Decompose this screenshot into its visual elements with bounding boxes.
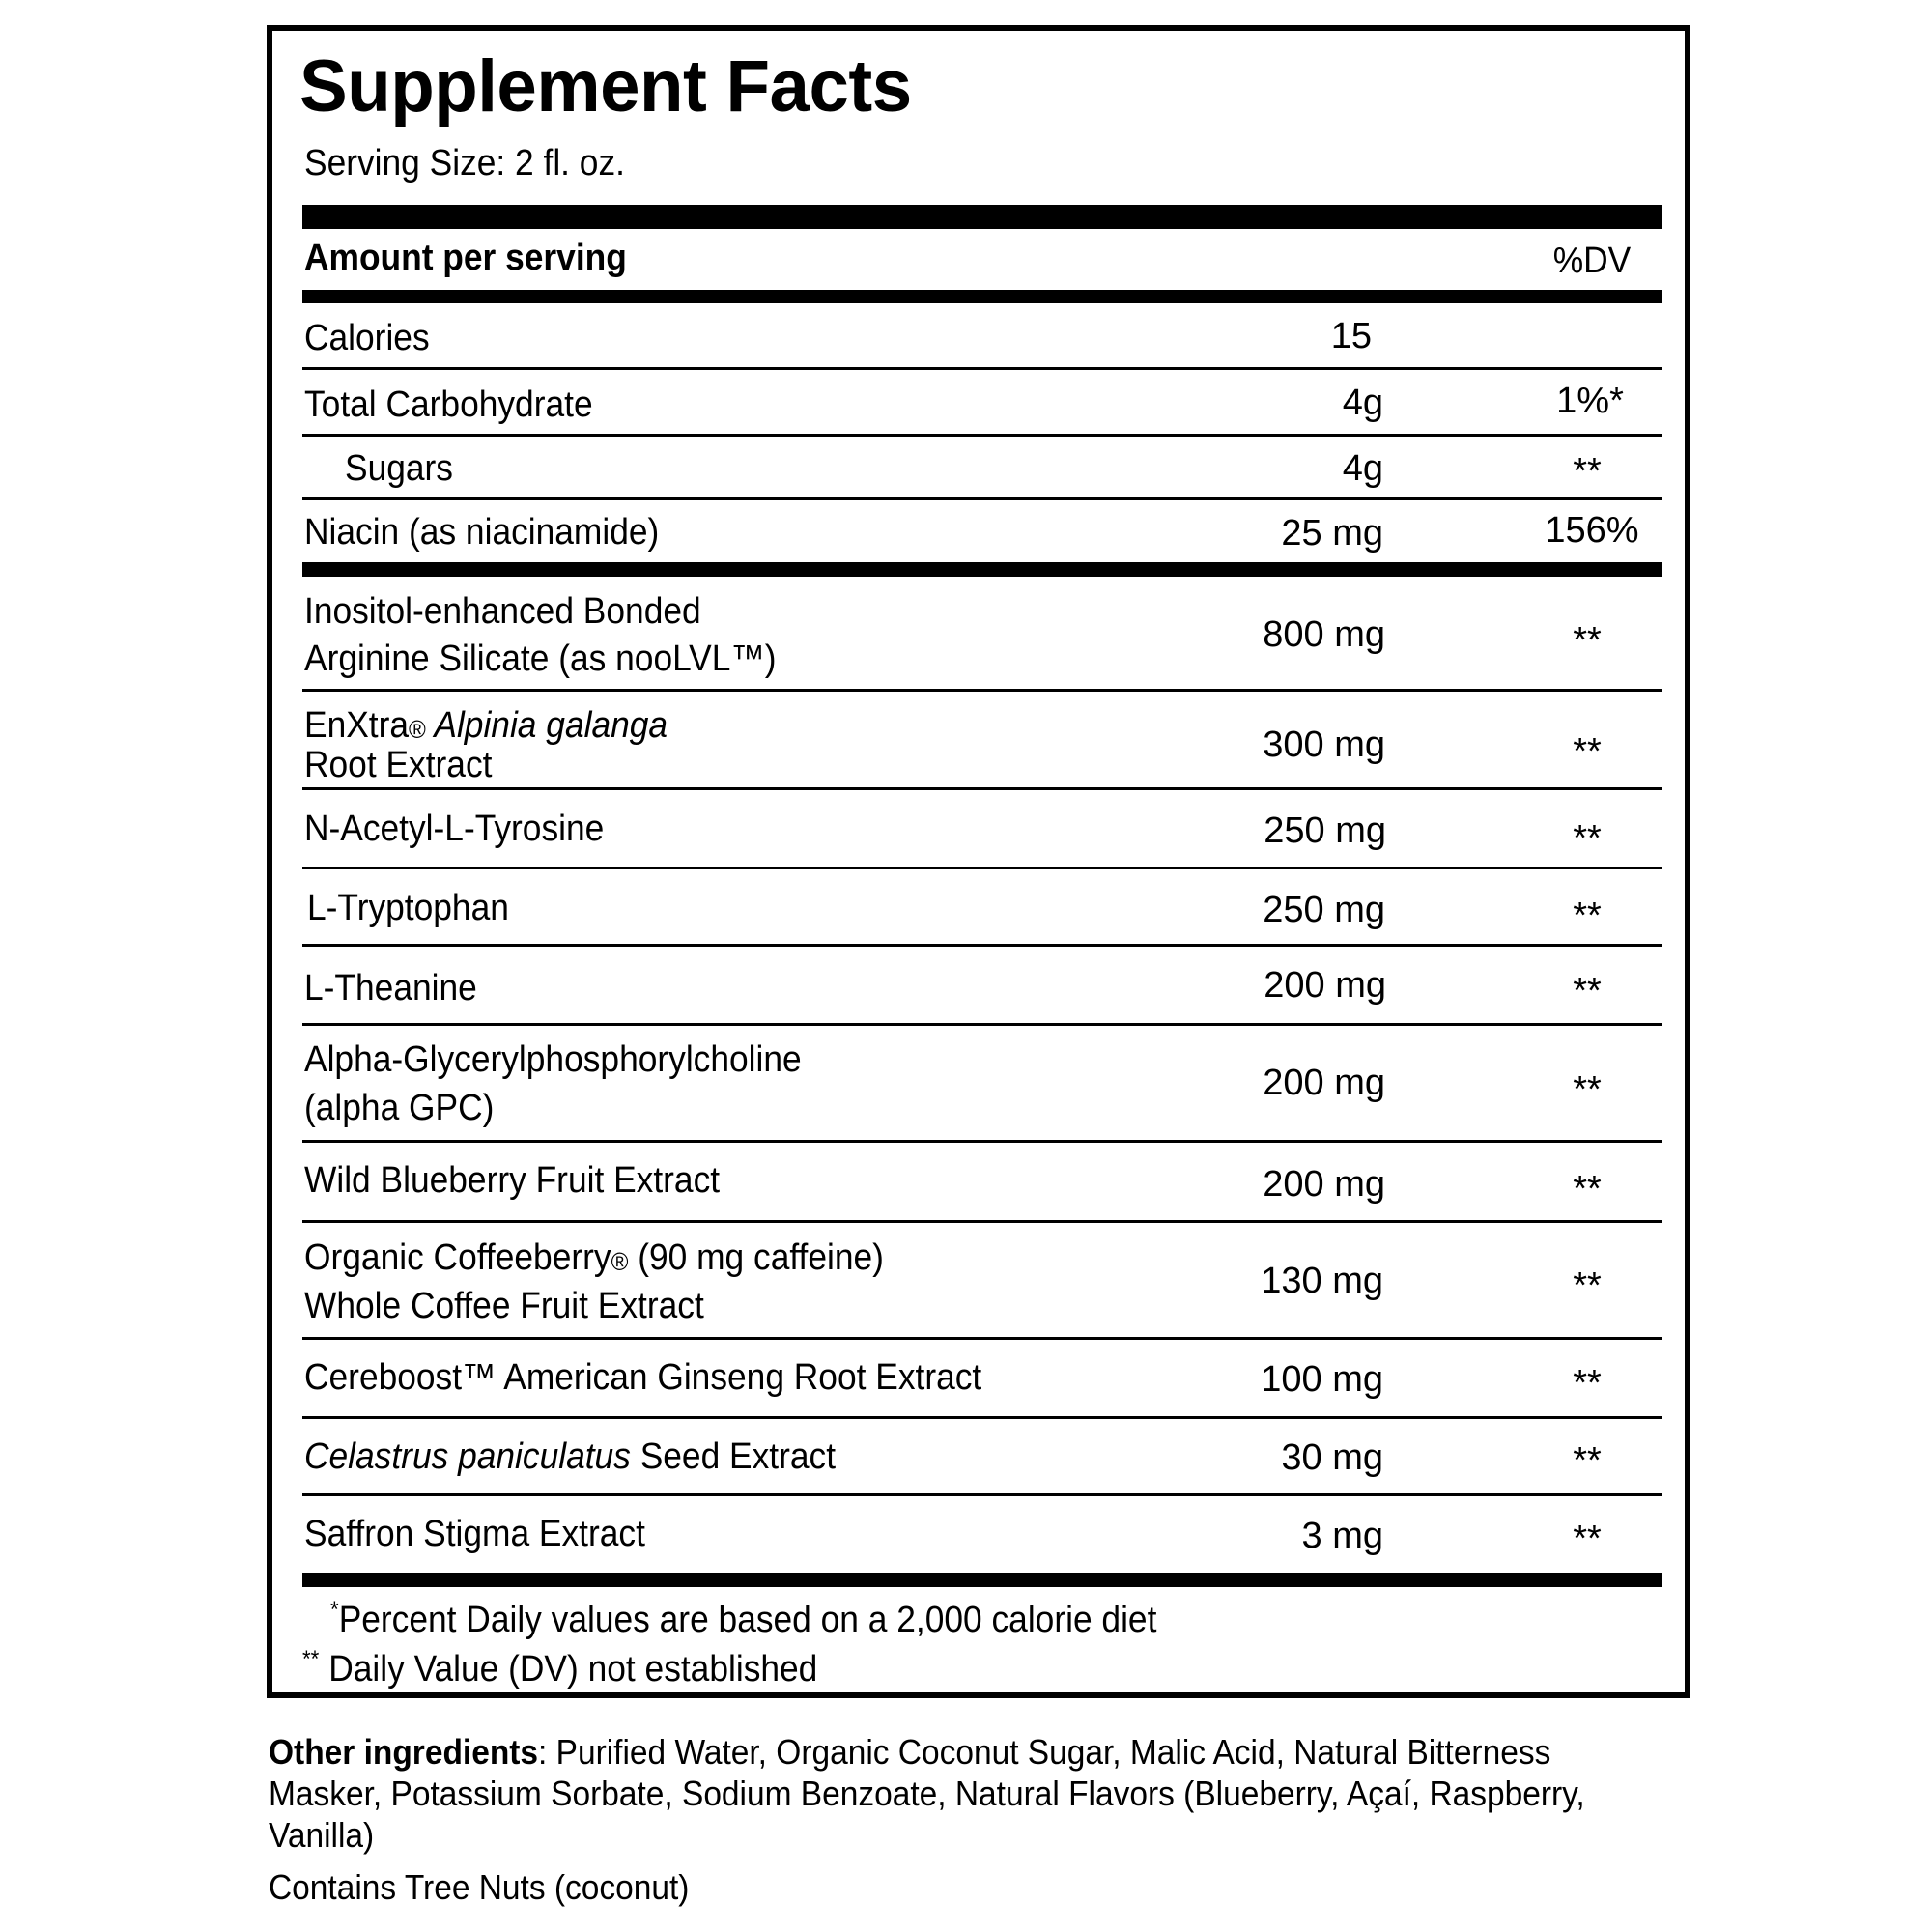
ingredient-amount: 130 mg	[1261, 1261, 1383, 1301]
botanical-name: Alpinia galanga	[425, 705, 668, 746]
ingredient-dv: **	[1573, 1169, 1602, 1209]
row-divider	[302, 1220, 1662, 1223]
ingredient-name-line1: Celastrus paniculatus Seed Extract	[304, 1436, 837, 1477]
nutrient-amount: 4g	[1342, 383, 1383, 423]
botanical-name: Celastrus paniculatus	[304, 1436, 631, 1477]
other-ingredients	[269, 1731, 1670, 1856]
nutrient-name: Total Carbohydrate	[304, 384, 593, 425]
thick-divider	[302, 205, 1662, 229]
double-asterisk-marker: **	[302, 1646, 320, 1672]
ingredient-dv: **	[1573, 1069, 1602, 1110]
ingredient-name-line1: EnXtra® Alpinia galanga	[304, 705, 668, 746]
serving-size: Serving Size: 2 fl. oz.	[304, 143, 625, 184]
ingredient-name-line1: Cereboost™ American Ginseng Root Extract	[304, 1357, 982, 1398]
ingredient-amount: 200 mg	[1263, 1063, 1385, 1103]
ingredient-amount: 3 mg	[1301, 1516, 1383, 1556]
footnote-dv-basis: *Percent Daily values are based on a 2,000 calorie diet	[330, 1597, 1157, 1640]
row-divider	[302, 1337, 1662, 1340]
row-divider	[302, 1416, 1662, 1419]
ingredient-name-line1: Organic Coffeeberry® (90 mg caffeine)	[304, 1237, 884, 1278]
footnote-not-established: ** Daily Value (DV) not established	[302, 1646, 818, 1690]
asterisk-marker: *	[330, 1597, 339, 1623]
ingredient-name-line1: Wild Blueberry Fruit Extract	[304, 1160, 721, 1201]
ingredient-amount: 300 mg	[1263, 724, 1385, 765]
allergen-statement: Contains Tree Nuts (coconut)	[269, 1867, 690, 1907]
other-ingredients-text: : Purified Water, Organic Coconut Sugar, Malic Acid, Natural Bitterness Masker, Potassium Sorbate, Sodium Benzoate, Natural Flavors (Blueberry, Açaí, Raspberry, Vanilla)	[269, 1732, 1585, 1855]
ingredient-name-line1: Inositol-enhanced Bonded	[304, 591, 701, 632]
row-divider	[302, 1493, 1662, 1496]
ingredient-name-line2: (alpha GPC)	[304, 1088, 495, 1128]
nutrient-name: Sugars	[345, 448, 453, 489]
dv-column-label: %DV	[1552, 241, 1632, 281]
amount-per-serving-label: Amount per serving	[304, 238, 627, 278]
ingredient-dv: **	[1573, 620, 1602, 661]
row-divider	[302, 367, 1662, 370]
ingredient-name-line1: L-Tryptophan	[307, 888, 509, 928]
nutrient-amount: 4g	[1342, 448, 1383, 489]
row-divider	[302, 867, 1662, 869]
row-divider	[302, 434, 1662, 437]
nutrient-amount: 15	[1330, 316, 1372, 356]
row-divider	[302, 497, 1662, 500]
ingredient-amount: 800 mg	[1263, 614, 1385, 655]
medium-divider	[302, 290, 1662, 303]
nutrient-amount: 25 mg	[1281, 513, 1383, 554]
ingredient-name-line2: Whole Coffee Fruit Extract	[304, 1286, 704, 1326]
thick-divider	[302, 1573, 1662, 1587]
thick-divider	[302, 562, 1662, 577]
nutrient-name: Calories	[304, 318, 430, 358]
nutrient-name: Niacin (as niacinamide)	[304, 512, 660, 553]
ingredient-name-line2: Arginine Silicate (as nooLVL™)	[304, 639, 777, 679]
ingredient-name-line1: Alpha-Glycerylphosphorylcholine	[304, 1039, 802, 1080]
ingredient-name-line1: Saffron Stigma Extract	[304, 1514, 645, 1554]
ingredient-amount: 200 mg	[1263, 1164, 1385, 1205]
ingredient-name-line1: L-Theanine	[304, 968, 477, 1009]
row-divider	[302, 1140, 1662, 1143]
ingredient-dv: **	[1573, 1440, 1602, 1481]
ingredient-dv: **	[1573, 731, 1602, 772]
ingredient-amount: 250 mg	[1264, 810, 1386, 851]
ingredient-dv: **	[1573, 971, 1602, 1011]
nutrient-dv: 1%*	[1556, 381, 1624, 421]
ingredient-amount: 200 mg	[1264, 965, 1386, 1006]
other-ingredients-label: Other ingredients	[269, 1732, 539, 1772]
nutrient-dv: **	[1573, 451, 1602, 492]
registered-mark: ®	[611, 1247, 629, 1276]
row-divider	[302, 1023, 1662, 1026]
ingredient-amount: 100 mg	[1261, 1359, 1383, 1400]
ingredient-dv: **	[1573, 818, 1602, 859]
registered-mark: ®	[409, 715, 426, 744]
row-divider	[302, 944, 1662, 947]
ingredient-amount: 30 mg	[1281, 1437, 1383, 1478]
panel-title: Supplement Facts	[299, 45, 912, 128]
ingredient-name-line1: N-Acetyl-L-Tyrosine	[304, 809, 605, 849]
ingredient-dv: **	[1573, 1519, 1602, 1559]
row-divider	[302, 689, 1662, 692]
ingredient-dv: **	[1573, 1265, 1602, 1306]
ingredient-amount: 250 mg	[1263, 890, 1385, 930]
nutrient-dv: 156%	[1545, 510, 1639, 551]
row-divider	[302, 787, 1662, 790]
ingredient-dv: **	[1573, 895, 1602, 936]
ingredient-dv: **	[1573, 1363, 1602, 1404]
ingredient-name-line2: Root Extract	[304, 745, 493, 785]
